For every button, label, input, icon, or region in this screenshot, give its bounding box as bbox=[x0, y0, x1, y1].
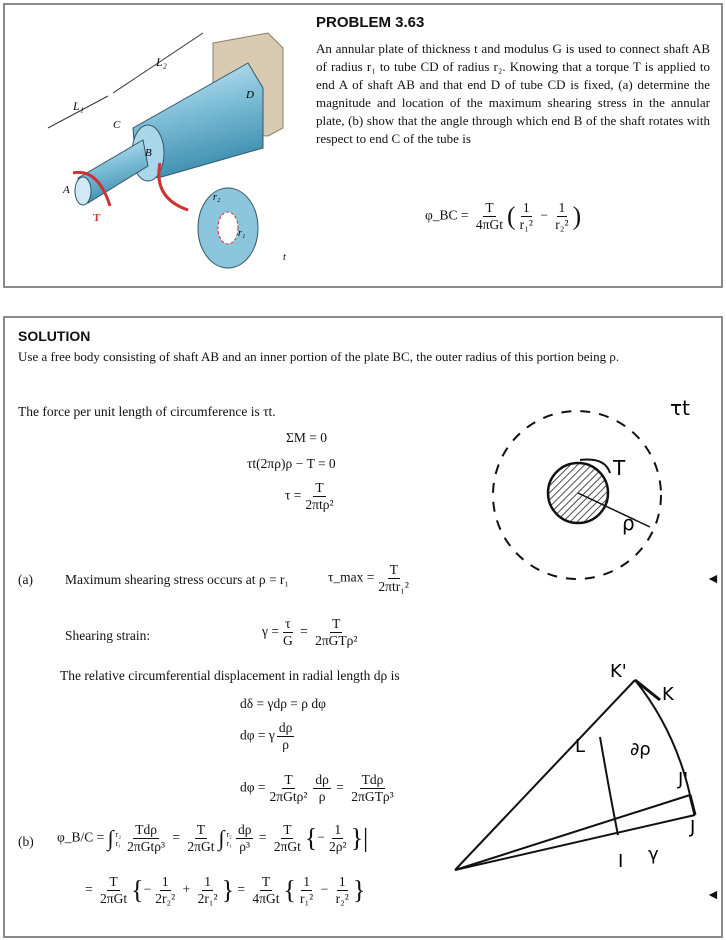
d-delta-eq: dδ = γdρ = ρ dφ bbox=[240, 696, 326, 711]
strain-eq: γ = $\frac{\tau}{G}$ = $\frac{T}{\text{2πGTρ²}}$ bbox=[262, 616, 358, 648]
den: 2πGTρ³ bbox=[351, 789, 394, 804]
integral-sign: ∫ bbox=[107, 825, 114, 851]
num: T bbox=[283, 822, 292, 837]
phi-bc-integral-eq: φ_B/C = ∫ r₂ r₁ $\frac{\text{Tdρ}}{\text{2πGtρ³}}$ = $\frac{T}{\text{2πGt}}$ ∫ r₂ r₁ $\frac{d\rho}{\text{ρ³}}$ = $\frac{T}{\text{2πGt}}$ {− $\frac{1}{\text{2ρ²}}$ }| bbox=[57, 822, 369, 854]
num: 1 bbox=[338, 874, 346, 889]
label-t: t bbox=[283, 252, 286, 263]
num: T bbox=[485, 200, 494, 215]
num: τ bbox=[285, 616, 291, 631]
lhs: dφ = γ bbox=[240, 727, 275, 743]
label-gamma: γ bbox=[648, 844, 659, 865]
label-j: J bbox=[690, 817, 696, 838]
label-r2: r₂ bbox=[213, 192, 221, 203]
answer-marker: ◄ bbox=[706, 888, 720, 903]
num: T bbox=[389, 562, 398, 577]
den: 2πGtρ² bbox=[269, 789, 308, 804]
den: ρ bbox=[318, 789, 326, 804]
den: ρ³ bbox=[239, 839, 251, 854]
num: Tdρ bbox=[361, 772, 384, 787]
den: r₁² bbox=[519, 217, 533, 232]
label-k: K bbox=[662, 684, 674, 705]
label-rho: ρ bbox=[622, 511, 635, 535]
upper-limit: r₂ bbox=[226, 829, 232, 839]
part-b-label: (b) bbox=[18, 834, 34, 849]
lhs: dφ = bbox=[240, 779, 266, 795]
num: T bbox=[315, 480, 324, 495]
label-d: D bbox=[246, 89, 254, 101]
den: r₂² bbox=[335, 891, 349, 906]
tau-max-eq bbox=[328, 562, 413, 595]
deformation-sketch bbox=[450, 655, 710, 875]
den: 2ρ² bbox=[329, 839, 347, 854]
num: T bbox=[284, 772, 293, 787]
den: 2πGt bbox=[100, 891, 128, 906]
relative-displacement-text: The relative circumferential displacement in radial length dρ is bbox=[60, 668, 400, 683]
problem-title: PROBLEM 3.63 bbox=[316, 14, 425, 31]
den: 2r₁² bbox=[197, 891, 218, 906]
num: T bbox=[109, 874, 118, 889]
den: 2πGTρ² bbox=[315, 633, 358, 648]
num: 1 bbox=[522, 200, 530, 215]
den: 2πGt bbox=[273, 839, 301, 854]
d-phi-eq bbox=[240, 720, 296, 753]
solution-title: SOLUTION bbox=[18, 328, 91, 344]
problem-statement: An annular plate of thickness t and modulus G is used to connect shaft AB of radius r₁ to tube CD of radius r₂. Knowing that a torque T is applied to end A of shaft AB and that end D of tube CD is fixed, (a) determine the magnitude and location of the maximum shearing stress in the annular plate, (b) show that the angle through which end B of the shaft rotates with respect to end C of the tube is bbox=[316, 41, 710, 146]
equilibrium-eq: τt(2πρ)ρ − T = 0 bbox=[247, 456, 336, 471]
moment-eq: ΣM = 0 bbox=[286, 430, 327, 445]
integral-sign: ∫ bbox=[218, 825, 225, 851]
num: dρ bbox=[237, 822, 252, 837]
label-tau-t: τt bbox=[670, 396, 690, 420]
den: 2πtr₁² bbox=[378, 579, 409, 594]
num: dρ bbox=[278, 720, 293, 735]
label-l1: L₁ bbox=[73, 99, 84, 113]
den: 2πGtρ³ bbox=[127, 839, 166, 854]
d-phi-expanded-eq: dφ = $\frac{T}{\text{2πGtρ²}}$ $\frac{d\rho}{\rho}$ = $\frac{\text{Tdρ}}{\text{2πGTρ³}}$ bbox=[240, 772, 394, 804]
lower-limit: r₁ bbox=[115, 838, 122, 848]
label-k-prime: K' bbox=[610, 661, 627, 682]
den: G bbox=[282, 633, 293, 648]
num: dρ bbox=[315, 772, 329, 787]
label-d-rho: ∂ρ bbox=[630, 739, 651, 760]
num: 1 bbox=[204, 874, 211, 889]
num: 1 bbox=[558, 200, 566, 215]
lhs: φ_B/C = bbox=[57, 829, 105, 845]
lhs: τ_max = bbox=[328, 569, 375, 585]
label-c: C bbox=[113, 119, 121, 131]
part-a-text: Maximum shearing stress occurs at ρ = r₁ bbox=[65, 572, 290, 587]
den: 2πGt bbox=[187, 839, 215, 854]
label-l: L bbox=[575, 736, 586, 757]
strain-label: Shearing strain: bbox=[65, 628, 151, 643]
num: T bbox=[261, 874, 271, 889]
den: 4πGt bbox=[252, 891, 280, 906]
label-i: I bbox=[618, 851, 624, 872]
num: 1 bbox=[303, 874, 310, 889]
den: 2r₂² bbox=[155, 891, 176, 906]
label-b: B bbox=[145, 147, 152, 159]
label-t: T bbox=[613, 456, 626, 480]
num: 1 bbox=[334, 822, 342, 837]
tau-eq bbox=[285, 480, 338, 513]
label-a: A bbox=[63, 184, 70, 196]
problem-equation: φ_BC = $\frac{T}{\text{4πGt}}$ ( $\frac{1}{\text{r₁²}}$ − $\frac{1}{\text{r₂²}}$ ) bbox=[425, 200, 582, 232]
shaft-figure bbox=[8, 8, 303, 278]
free-body-sketch bbox=[470, 395, 700, 595]
lhs: γ = bbox=[262, 623, 279, 639]
label-torque: T bbox=[93, 212, 101, 224]
num: 1 bbox=[161, 874, 169, 889]
intro-text: Use a free body consisting of shaft AB and an inner portion of the plate BC, the outer radius of this portion being ρ. bbox=[18, 349, 620, 364]
label-r1: r₁ bbox=[238, 228, 246, 239]
label-j-prime: J' bbox=[678, 769, 689, 790]
num: T bbox=[332, 616, 341, 631]
den: 4πGt bbox=[475, 217, 503, 232]
answer-marker: ◄ bbox=[706, 572, 720, 587]
num: Tdρ bbox=[135, 822, 157, 837]
force-text: The force per unit length of circumference is τt. bbox=[18, 404, 276, 419]
upper-limit: r₂ bbox=[115, 829, 122, 839]
num: T bbox=[196, 822, 206, 837]
lower-limit: r₁ bbox=[226, 838, 232, 848]
phi-bc-result-eq: = $\frac{T}{\text{2πGt}}$ {− $\frac{1}{\text{2r₂²}}$ + $\frac{1}{\text{2r₁²}}$ } = $\frac{T}{\text{4πGt}}$ { $\frac{1}{\text{r₁²}}$ − $\frac{1}{\text{r₂²}}$ } bbox=[85, 874, 366, 906]
den: ρ bbox=[282, 737, 289, 752]
den: r₁² bbox=[299, 891, 314, 906]
part-a-label: (a) bbox=[18, 572, 33, 587]
label-l2: L₂ bbox=[156, 55, 167, 69]
den: r₂² bbox=[555, 217, 569, 232]
eq-lhs: φ_BC = bbox=[425, 207, 469, 223]
den: 2πtρ² bbox=[305, 497, 334, 512]
lhs: τ = bbox=[285, 487, 302, 503]
